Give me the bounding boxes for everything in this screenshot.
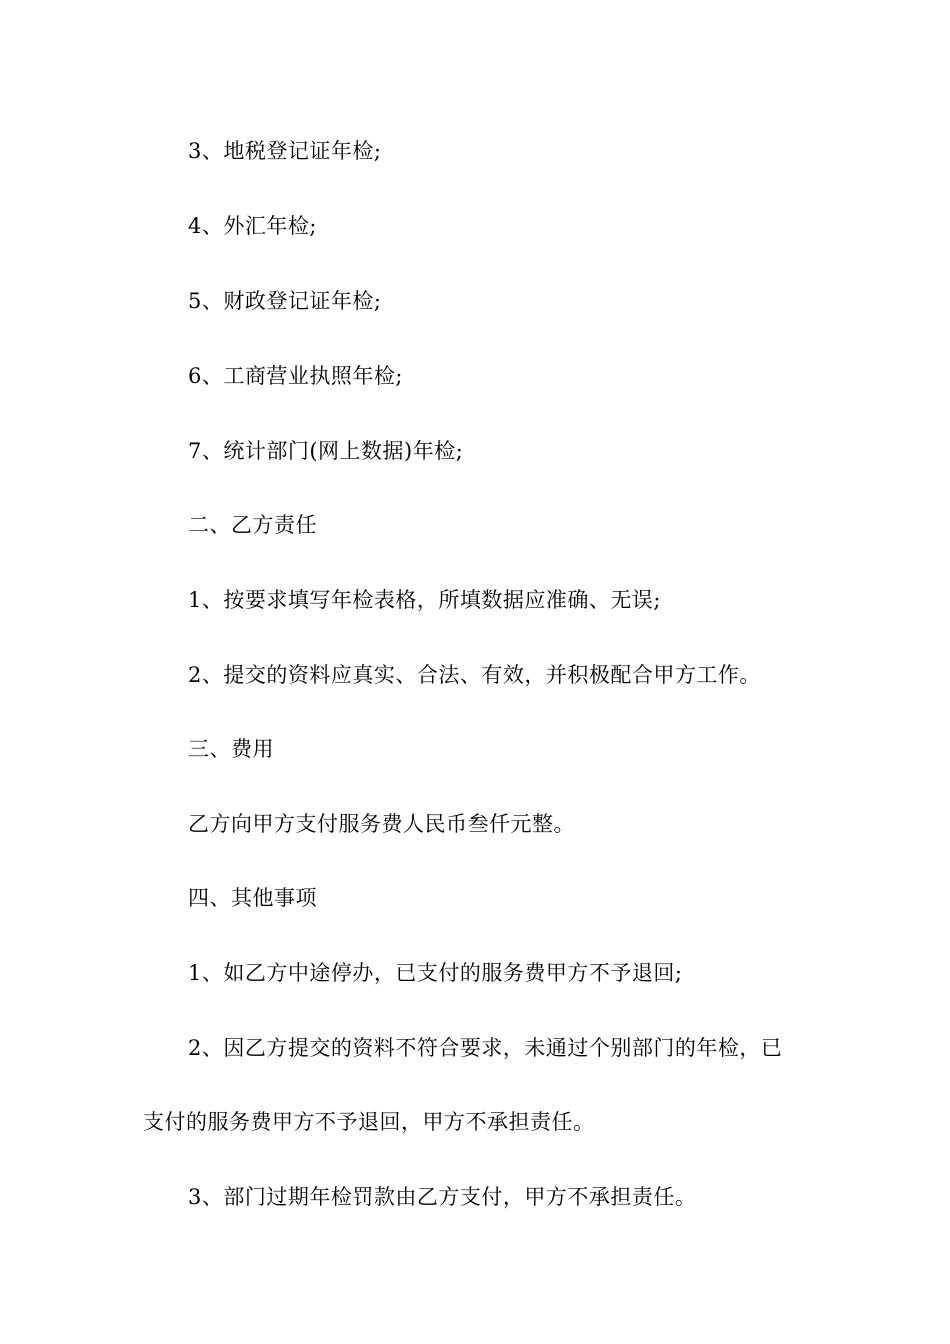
duty-item-forms: 1、按要求填写年检表格，所填数据应准确、无误; — [188, 588, 661, 612]
list-item-foreign-exchange: 4、外汇年检; — [188, 214, 317, 238]
list-item-local-tax: 3、地税登记证年检; — [188, 139, 382, 163]
list-item-statistics: 7、统计部门(网上数据)年检; — [188, 439, 464, 463]
list-item-business-license: 6、工商营业执照年检; — [188, 364, 403, 388]
other-item-refund: 1、如乙方中途停办，已支付的服务费甲方不予退回; — [188, 961, 683, 985]
section-heading-fees: 三、费用 — [188, 737, 274, 761]
other-item-materials-line1: 2、因乙方提交的资料不符合要求，未通过个别部门的年检，已 — [188, 1036, 783, 1060]
other-item-penalty: 3、部门过期年检罚款由乙方支付，甲方不承担责任。 — [188, 1185, 697, 1209]
fee-statement: 乙方向甲方支付服务费人民币叁仟元整。 — [188, 812, 575, 836]
duty-item-materials: 2、提交的资料应真实、合法、有效，并积极配合甲方工作。 — [188, 663, 761, 687]
list-item-finance-registration: 5、财政登记证年检; — [188, 289, 382, 313]
other-item-materials-line2: 支付的服务费甲方不予退回，甲方不承担责任。 — [143, 1110, 595, 1134]
section-heading-party-b-duties: 二、乙方责任 — [188, 513, 317, 537]
section-heading-other-matters: 四、其他事项 — [188, 886, 317, 910]
